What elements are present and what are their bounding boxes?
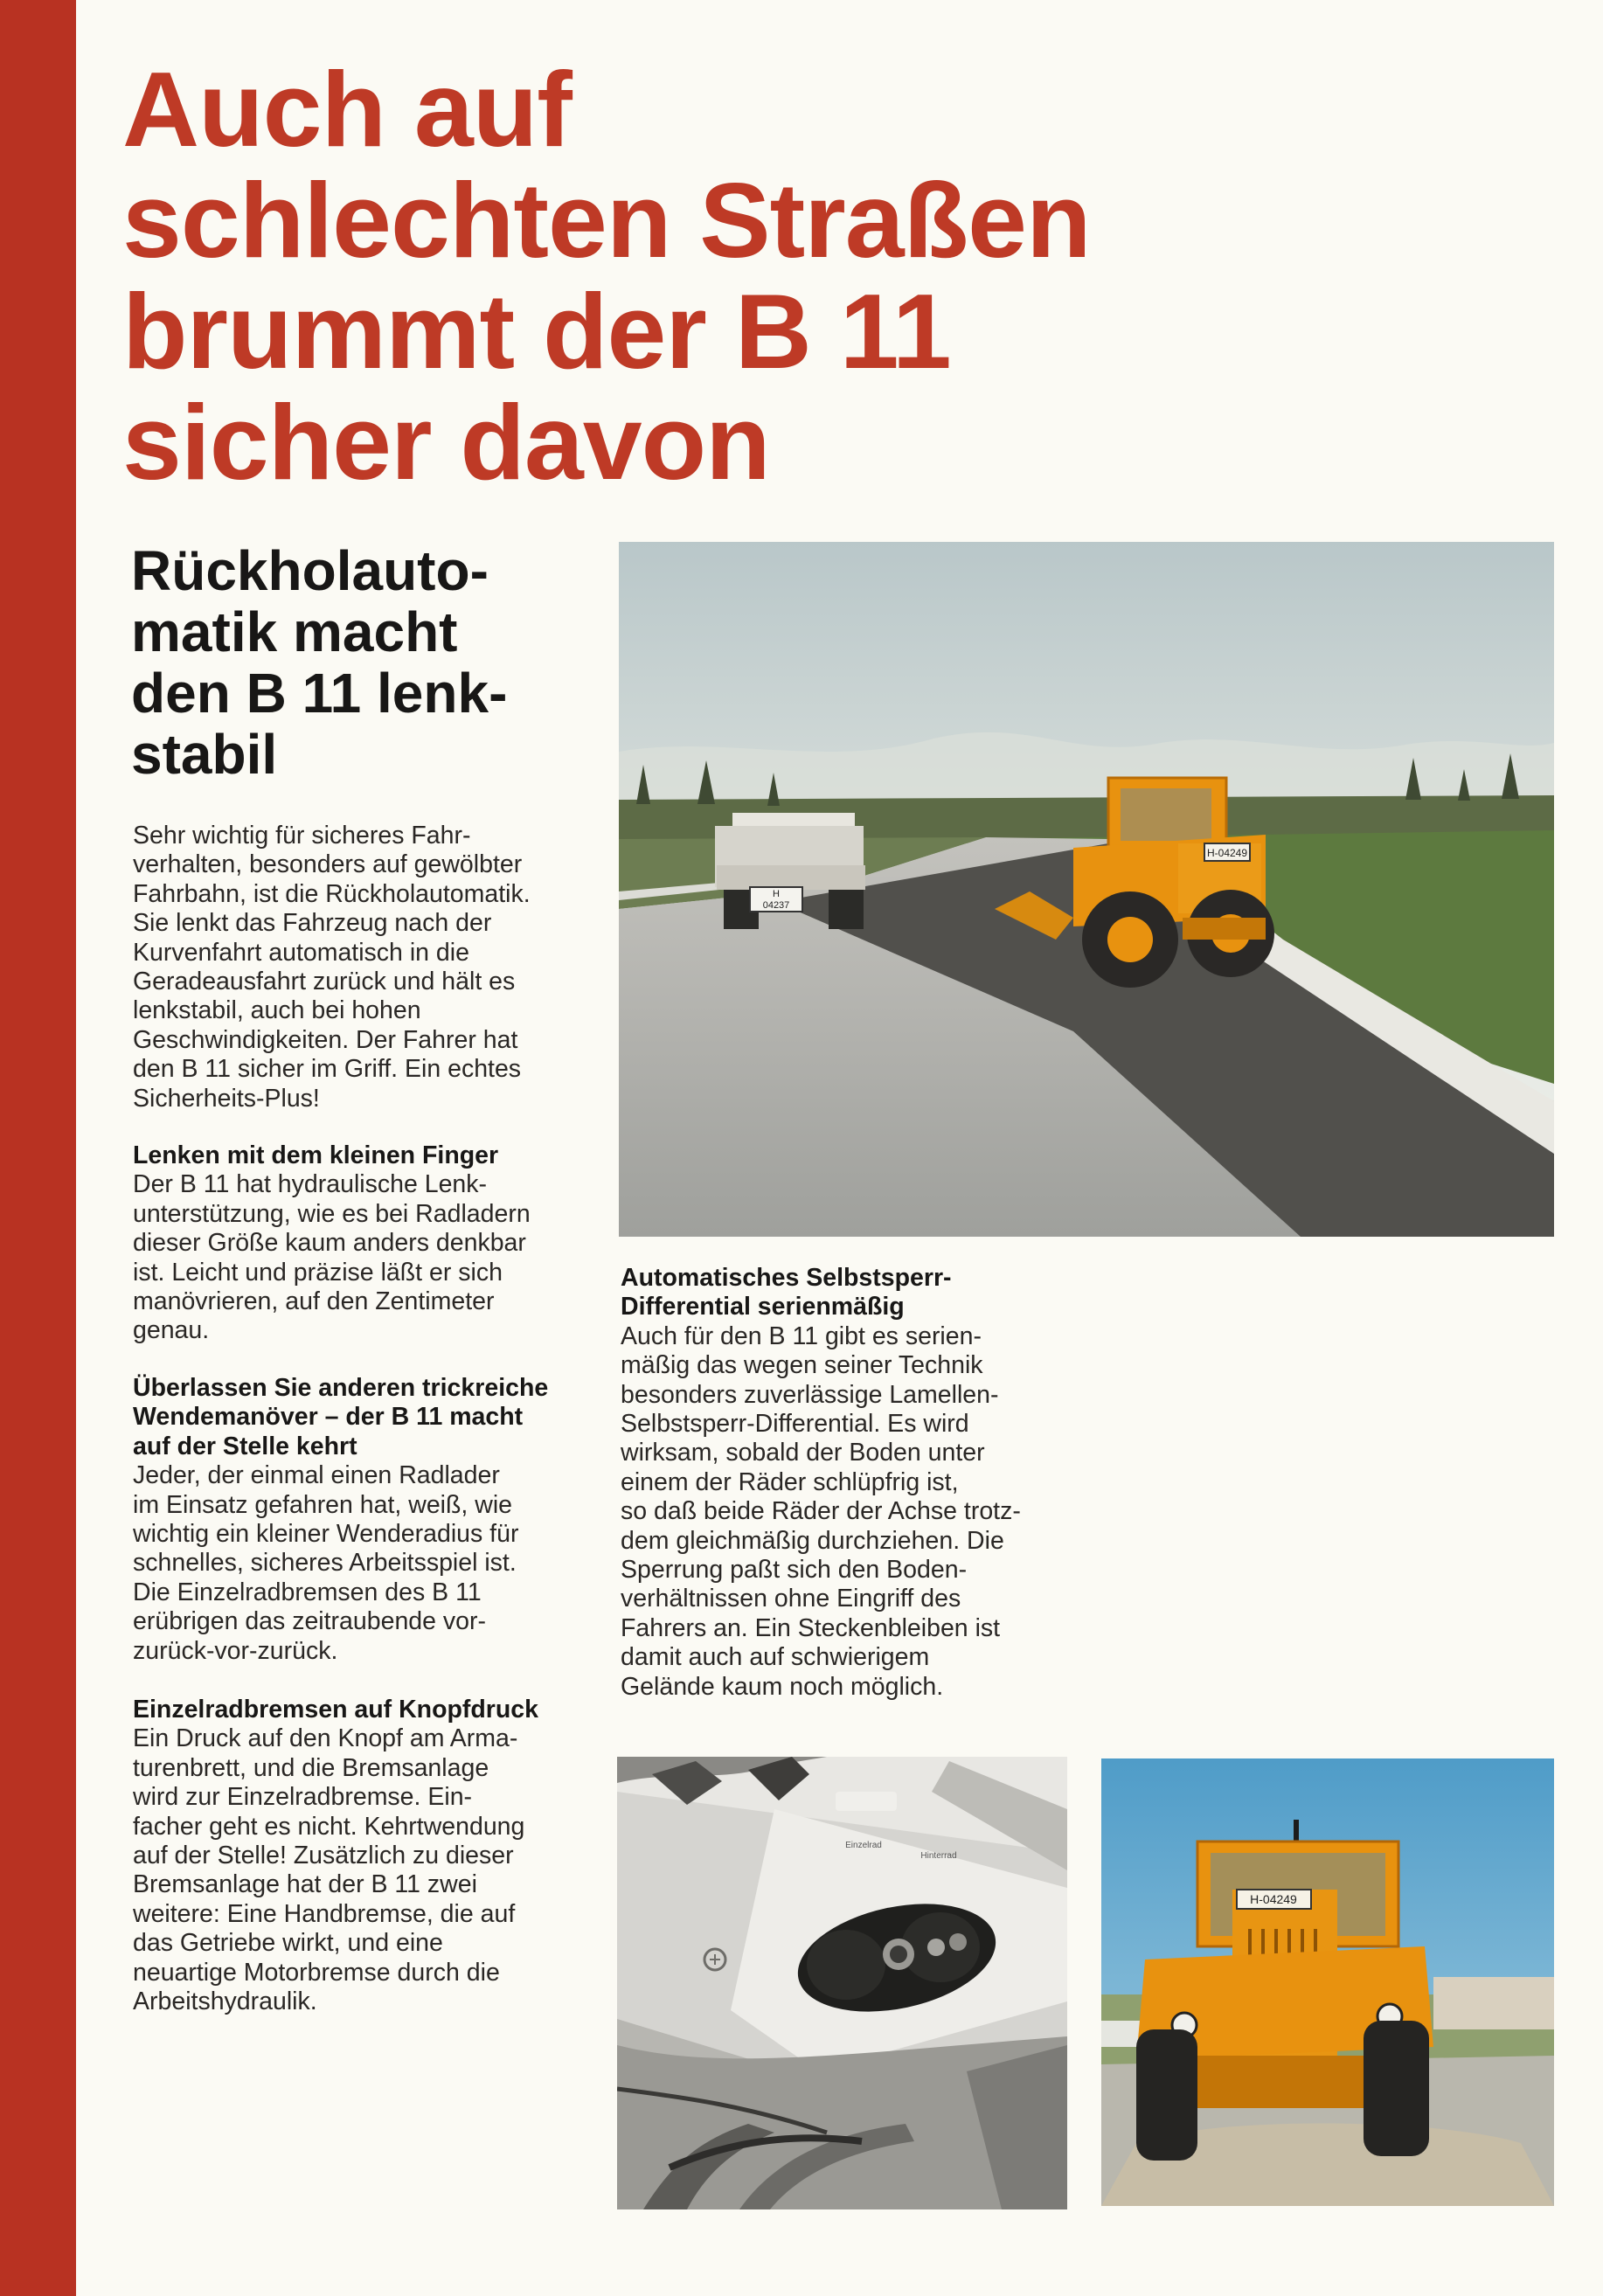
wenden-heading: Überlassen Sie anderen trickreiche Wendemanöver – der B 11 macht auf der Stelle kehrt [133,1374,549,1460]
photo-brake-button [617,1757,1067,2209]
differential-paragraph: Auch für den B 11 gibt es serien- mäßig das wegen seiner Technik besonders zuverlässige Lamellen- Selbstsperr-Differential. Es wird wirksam, sobald der Boden unter einem der Räder schlüpfrig ist, so daß beide Räder der Achse trotz- dem gleichmäßig durchziehen. Die Sperrung paßt sich den Boden- verhältnissen ohne Eingriff des Fahrers an. Ein Steckenbleiben ist damit auch auf schwierigem Gelände kaum noch möglich. [621,1321,1021,1701]
lenken-paragraph: Der B 11 hat hydraulische Lenk- unterstützung, wie es bei Radladern dieser Größe kaum anders denkbar ist. Leicht und präzise läßt er sich manövrieren, auf den Zentimeter genau. [133,1170,531,1345]
bremsen-text-block [133,1696,587,2016]
loader-plate: H-04249 [1206,847,1248,859]
switch-label-right: Hinterrad [920,1851,957,1861]
headline-line: Auch auf [122,50,572,169]
bremsen-paragraph: Ein Druck auf den Knopf am Arma- turenbrett, und die Bremsanlage wird zur Einzelradbremse. Ein- facher geht es nicht. Kehrtwendung auf der Stelle! Zusätzlich zu dieser Bremsanlage hat der B 11 zwei weitere: Eine Handbremse, die auf das Getriebe wirkt, und eine neuartige Motorbremse durch die Arbeitshydraulik. [133,1724,525,2016]
photo-road-loader-truck [619,542,1554,1237]
intro-paragraph: Sehr wichtig für sicheres Fahr- verhalten, besonders auf gewölbter Fahrbahn, ist die Rückholautomatik. Sie lenkt das Fahrzeug nach der Kurvenfahrt automatisch in die Geradeausfahrt zurück und hält es lenkstabil, auch bei hohen Geschwindigkeiten. Der Fahrer hat den B 11 sicher im Griff. Ein echtes Sicherheits-Plus! [133,822,531,1113]
bremsen-heading: Einzelradbremsen auf Knopfdruck [133,1696,539,1724]
truck-plate-line2: 04237 [762,900,790,911]
lenken-text-block [133,1141,587,1346]
truck-plate-line1: H [773,889,780,899]
headline-line: schlechten Straßen [122,161,1091,280]
subheadline-line: stabil [131,723,278,786]
subheadline-line: Rückholauto- [131,539,489,602]
headline-line: sicher davon [122,383,770,502]
wenden-paragraph: Jeder, der einmal einen Radlader im Einsatz gefahren hat, weiß, wie wichtig ein kleiner Wenderadius für schnelles, sicheres Arbeitsspiel ist. Die Einzelradbremsen des B 11 erübrigen das zeitraubende vor- zurück-vor-zurück. [133,1461,519,1665]
loader-front-illustration [1101,1758,1554,2206]
lenken-heading: Lenken mit dem kleinen Finger [133,1141,499,1169]
wenden-text-block [133,1374,587,1666]
truck-graphic [715,813,865,929]
section-subheadline [131,540,507,785]
photo-loader-front [1101,1758,1554,2206]
headline-line: brummt der B 11 [122,272,951,391]
red-side-bar [0,0,76,2296]
subheadline-line: den B 11 lenk- [131,662,508,725]
differential-text-block [621,1264,1093,1702]
front-loader-plate: H-04249 [1250,1892,1297,1906]
page-headline [122,50,1091,502]
dashboard-button-illustration [617,1757,1067,2209]
differential-heading: Automatisches Selbstsperr- Differential serienmäßig [621,1264,952,1321]
subheadline-line: matik macht [131,600,458,663]
switch-label-left: Einzelrad [845,1841,882,1850]
road-scene-illustration [619,542,1554,1237]
intro-text-block [133,822,587,1113]
